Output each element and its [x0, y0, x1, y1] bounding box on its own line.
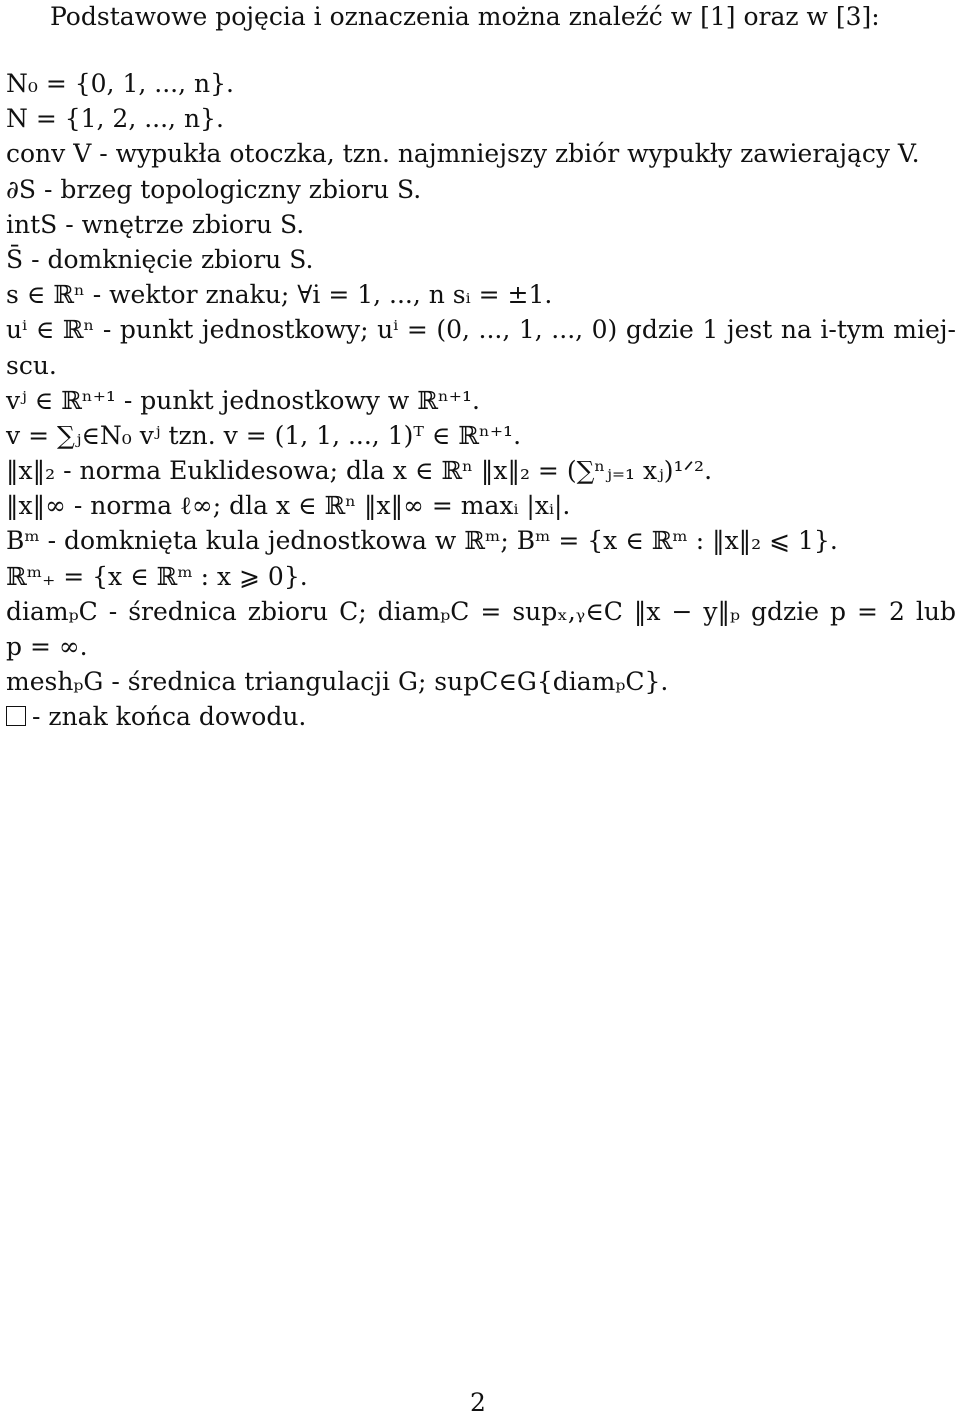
definition-euclidean-norm: ‖x‖₂ - norma Euklidesowa; dla x ∈ ℝⁿ ‖x‖₂ = (∑ⁿⱼ₌₁ xⱼ)¹ᐟ². [6, 456, 713, 486]
definition-conv: conv V - wypukła otoczka, tzn. najmniejszy zbiór wypukły zawierający V. [6, 139, 920, 169]
definition-positive-orthant: ℝᵐ₊ = {x ∈ ℝᵐ : x ⩾ 0}. [6, 561, 308, 591]
definition-infinity-norm: ‖x‖∞ - norma ℓ∞; dla x ∈ ℝⁿ ‖x‖∞ = maxᵢ |xᵢ|. [6, 491, 571, 521]
definition-closure: S̄ - domknięcie zbioru S. [6, 244, 314, 274]
definition-sign-vector: s ∈ ℝⁿ - wektor znaku; ∀i = 1, ..., n sᵢ = ±1. [6, 280, 553, 310]
definition-interior: intS - wnętrze zbioru S. [6, 209, 305, 239]
definition-unit-point-rn1: vʲ ∈ ℝⁿ⁺¹ - punkt jednostkowy w ℝⁿ⁺¹. [6, 385, 480, 415]
definition-qed [6, 699, 956, 734]
definition-diameter: diamₚC - średnica zbioru C; diamₚC = supₓ,ᵧ∈C ‖x − y‖ₚ gdzie p = 2 lub [6, 596, 956, 626]
definition-mesh: meshₚG - średnica triangulacji G; supC∈G{diamₚC}. [6, 667, 669, 697]
intro-text: Podstawowe pojęcia i oznaczenia można znaleźć w [1] oraz w [3]: [50, 2, 880, 31]
definition-unit-point-cont: scu. [6, 350, 57, 380]
definition-boundary: ∂S - brzeg topologiczny zbioru S. [6, 174, 422, 204]
definition-unit-point: uⁱ ∈ ℝⁿ - punkt jednostkowy; uⁱ = (0, ..., 1, ..., 0) gdzie 1 jest na i-tym miej- [6, 315, 956, 345]
page-number: 2 [470, 1388, 486, 1417]
definition-diameter-cont: p = ∞. [6, 632, 88, 661]
definitions-list [6, 66, 956, 735]
qed-text: - znak końca dowodu. [32, 702, 307, 732]
qed-square-icon [6, 706, 26, 726]
definition-n: N = {1, 2, ..., n}. [6, 104, 224, 134]
definition-v-sum: v = ∑ⱼ∈N₀ vʲ tzn. v = (1, 1, ..., 1)ᵀ ∈ ℝⁿ⁺¹. [6, 420, 522, 450]
definition-n0: N₀ = {0, 1, ..., n}. [6, 69, 234, 98]
definition-unit-ball: Bᵐ - domknięta kula jednostkowa w ℝᵐ; Bᵐ = {x ∈ ℝᵐ : ‖x‖₂ ⩽ 1}. [6, 526, 838, 556]
